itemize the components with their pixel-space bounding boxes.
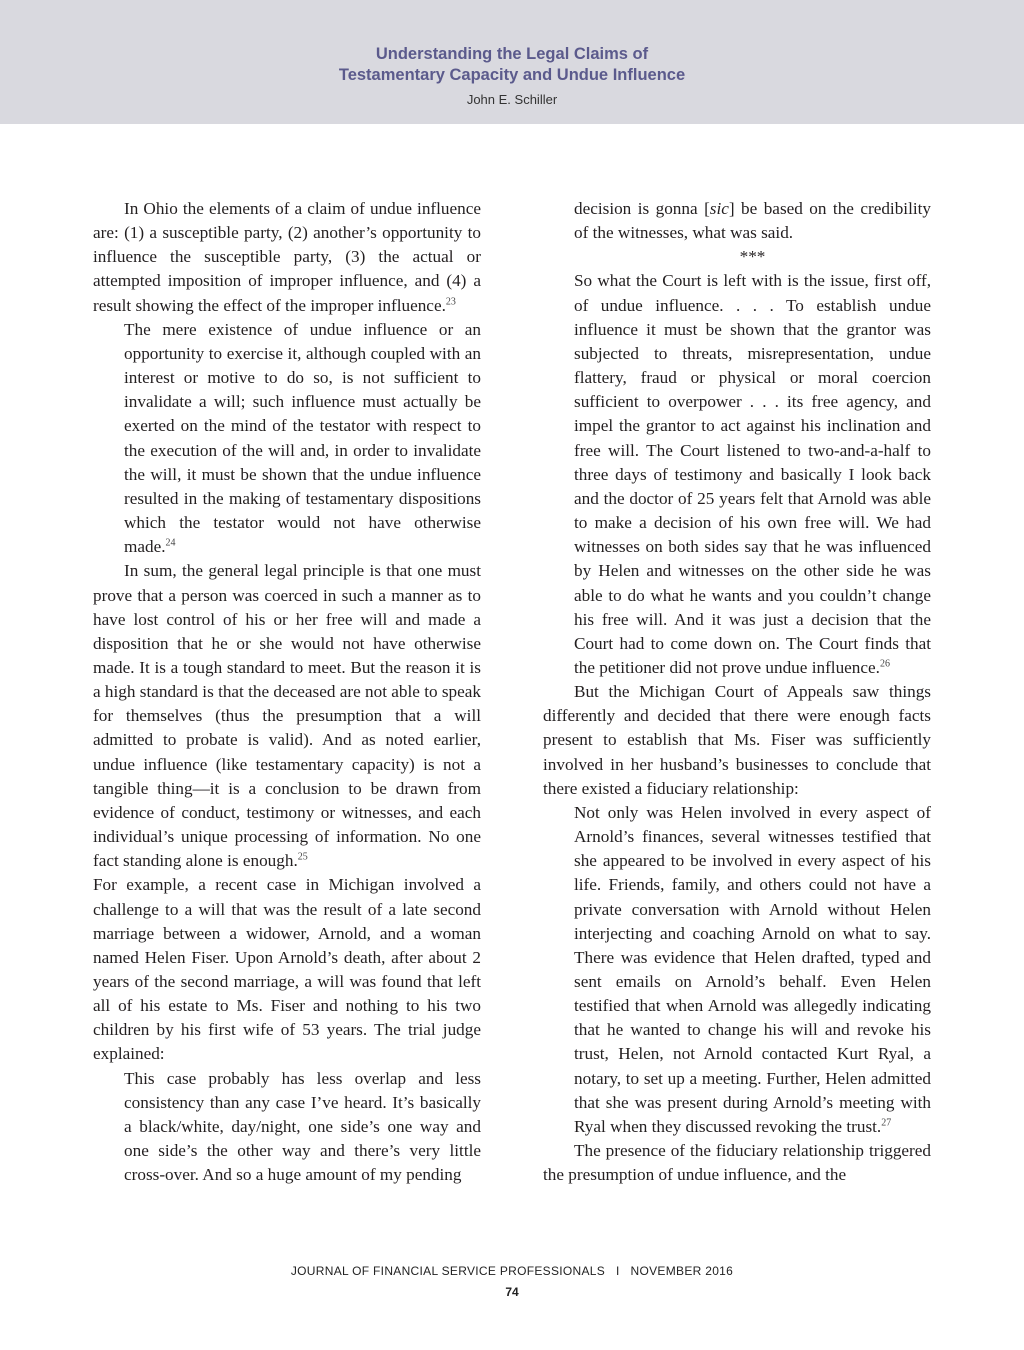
footnote-ref-27: 27 (881, 1117, 892, 1129)
footnote-ref-25: 25 (297, 851, 308, 863)
article-title-line-2: Testamentary Capacity and Undue Influence (338, 66, 686, 84)
page-number: 74 (505, 1285, 519, 1299)
paragraph-text: In Ohio the elements of a claim of undue influence are: (1) a susceptible party, (2) another’s opportunity to influence the susceptible party, (3) the actual or attempted imposition of improper influence, and (4) a result showing the effect of the improper influence. (93, 199, 481, 315)
article-author: John E. Schiller (466, 92, 558, 107)
journal-footer: JOURNAL OF FINANCIAL SERVICE PROFESSIONALS I NOVEMBER 2016 (290, 1264, 734, 1278)
running-header (0, 0, 1024, 124)
paragraph-fiduciary-presumption: The presence of the fiduciary relationship triggered the presumption of undue influence, and the (543, 1141, 931, 1185)
block-quote-trial-judge-continued (574, 197, 931, 245)
quote-text: So what the Court is left with is the issue, first off, of undue influence. . . . To establish undue influence it must be shown that the grantor was subjected to threats, misrepresentation, undue flattery, fraud or physical or moral coercion sufficient to overpower . . . its free agency, and impel the grantor to act against his inclination and free will. The Court listened to two-and-a-half to three days of testimony and basically I look back and the doctor of 25 years felt that Arnold was able to make a decision of his own free will. We had witnesses on both sides say that he was influenced by Helen and witnesses on the other side he was able to do what he wants and you couldn’t change his free will. And it was just a decision that the Court had to come down on. The Court finds that the petitioner did not prove undue influence. (574, 271, 931, 677)
paragraph-ohio-elements (93, 197, 481, 318)
block-quote-court-finding (574, 269, 931, 680)
ellipsis-stars: *** (739, 247, 766, 267)
quote-text: Not only was Helen involved in every aspect of Arnold’s finances, several witnesses testified that she appeared to be involved in every aspect of his life. Friends, family, and others could not have a private conversation with Arnold without Helen interjecting and coaching Arnold on what to say. There was evidence that Helen drafted, typed and sent emails on Arnold’s behalf. Even Helen testified that when Arnold was allegedly indicating that he wanted to change his will and revoke his trust, Helen, not Arnold contacted Kurt Ryal, a notary, to set up a meeting. Further, Helen admitted that she was present during Arnold’s meeting with Ryal when they discussed revoking the trust. (574, 802, 931, 1136)
paragraph-michigan-case: For example, a recent case in Michigan involved a challenge to a will that was the result of a late second marriage between a widower, Arnold, and a woman named Helen Fiser. Upon Arnold’s death, after about 2 years of the second marriage, a will was found that left all of his estate to Ms. Fiser and nothing to his two children by his first wife of 53 years. The trial judge explained: (93, 875, 481, 1064)
block-quote-mere-existence (124, 318, 481, 560)
footnote-ref-24: 24 (165, 537, 176, 549)
footnote-ref-26: 26 (879, 658, 890, 670)
quote-text: ] be based on the credibility of the witnesses, what was said. (574, 199, 931, 243)
left-column (93, 197, 481, 1187)
paragraph-court-of-appeals: But the Michigan Court of Appeals saw things differently and decided that there were enough facts present to establish that Ms. Fiser was sufficiently involved in her husband’s businesses to conclude that there existed a fiduciary relationship: (543, 682, 931, 798)
right-column (543, 197, 931, 1187)
block-quote-trial-judge: This case probably has less overlap and less consistency than any case I’ve heard. It’s basically a black/white, day/night, one side’s one way and one side’s the other way and there’s very little cross-over. And so a huge amount of my pending (124, 1068, 481, 1185)
block-quote-helen-involvement (574, 801, 931, 1139)
article-title-line-1: Understanding the Legal Claims of (375, 45, 649, 63)
sic-marker: sic (709, 199, 729, 218)
paragraph-text: In sum, the general legal principle is that one must prove that a person was coerced in such a manner as to have lost control of his or her free will and made a disposition that he or she would not have otherwise made. It is a tough standard to meet. But the reason it is a high standard is that the deceased are not able to speak for themselves (thus the presumption that a will admitted to probate is valid). And as noted earlier, undue influence (like testamentary capacity) is not a tangible thing—it is a conclusion to be drawn from evidence of conduct, testimony or witnesses, and each individual’s unique processing of information. No one fact standing alone is enough. (93, 561, 482, 871)
footnote-ref-23: 23 (445, 295, 456, 307)
paragraph-in-sum (93, 559, 481, 873)
quote-text: decision is gonna [ (574, 199, 710, 218)
quote-text: The mere existence of undue influence or an opportunity to exercise it, although coupled with an interest or motive to do so, is not sufficient to invalidate a will; such influence must actually be exerted on the mind of the testator with respect to the execution of the will and, in order to invalidate the will, it must be shown that the undue influence resulted in the making of testamentary dispositions which the testator would not have otherwise made. (124, 319, 481, 557)
